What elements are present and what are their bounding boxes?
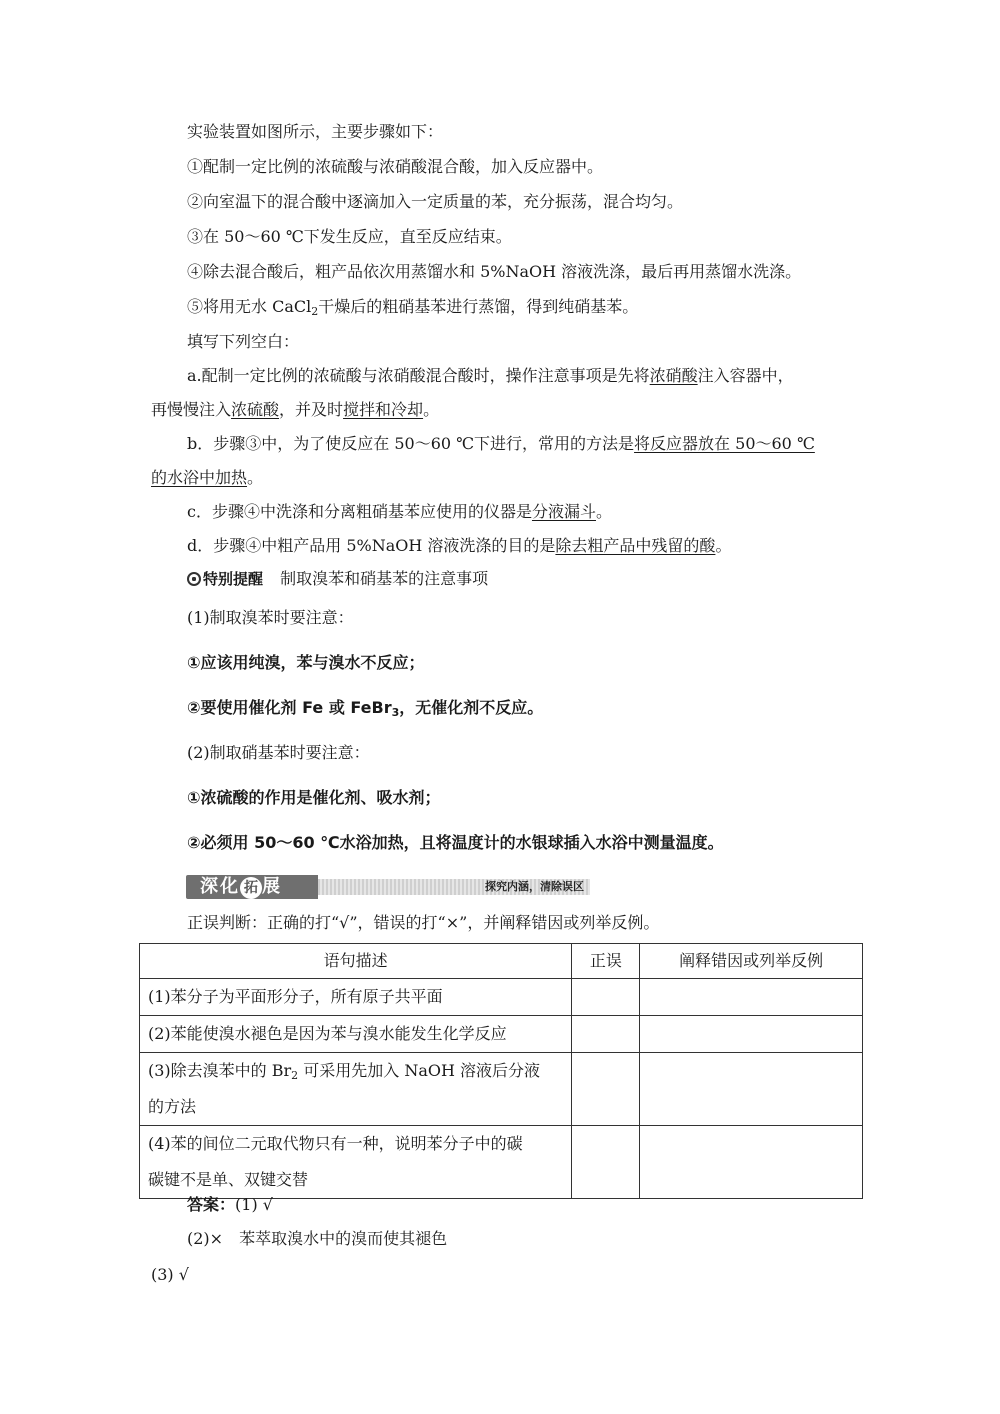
table-row <box>140 979 863 1016</box>
row2-statement: (2)苯能使溴水褪色是因为苯与溴水能发生化学反应 <box>140 1016 572 1053</box>
table-row <box>140 1126 863 1199</box>
answer-b2: 的水浴中加热 <box>151 468 248 487</box>
row3-explanation <box>640 1053 863 1126</box>
tip-p2: (2)制取硝基苯时要注意： <box>187 743 370 762</box>
header-explanation: 阐释错因或列举反例 <box>640 944 863 979</box>
answer-1: 答案：(1) √ <box>187 1195 273 1214</box>
judge-instruction: 正误判断：正确的打“√”，错误的打“×”，并阐释错因或列举反例。 <box>187 913 660 932</box>
answer-label: 答案： <box>187 1195 236 1214</box>
row4-explanation <box>640 1126 863 1199</box>
tip-p1a: ①应该用纯溴，苯与溴水不反应； <box>187 653 425 672</box>
row1-correctness <box>572 979 640 1016</box>
answer-3: (3) √ <box>151 1265 189 1284</box>
tip-p2b: ②必须用 50～60 ℃水浴加热，且将温度计的水银球插入水浴中测量温度。 <box>187 833 724 852</box>
answer-a2: 浓硫酸 <box>231 400 280 419</box>
tip-p1b: ②要使用催化剂 Fe 或 FeBr$_3$，无催化剂不反应。 <box>187 698 544 719</box>
answer-2: (2)× 苯萃取溴水中的溴而使其褪色 <box>187 1229 448 1248</box>
row3-statement: (3)除去溴苯中的 $Br_2$ 可采用先加入 NaOH 溶液后分液 的方法 <box>140 1053 572 1126</box>
row2-explanation <box>640 1016 863 1053</box>
row4-correctness <box>572 1126 640 1199</box>
question-a-line1: a.配制一定比例的浓硫酸与浓硝酸混合酸时，操作注意事项是先将浓硝酸注入容器中， <box>187 366 794 385</box>
table-header-row <box>140 944 863 979</box>
judge-table <box>139 943 863 1199</box>
answer-c: 分液漏斗 <box>531 502 596 521</box>
answer-a3: 搅拌和冷却 <box>343 400 424 419</box>
header-statement: 语句描述 <box>140 944 572 979</box>
row1-explanation <box>640 979 863 1016</box>
steps-intro: 实验装置如图所示，主要步骤如下： <box>187 122 444 141</box>
step-4: ④除去混合酸后，粗产品依次用蒸馏水和 5%NaOH 溶液洗涤，最后再用蒸馏水洗涤。 <box>187 262 802 281</box>
step-3: ③在 50～60 ℃下发生反应，直至反应结束。 <box>187 227 512 246</box>
tip-label: 特别提醒 <box>203 570 264 588</box>
tip-header <box>187 567 488 591</box>
banner-title: 深化 拓 展 <box>200 876 282 897</box>
tip-p1: (1)制取溴苯时要注意： <box>187 608 354 627</box>
header-correctness: 正误 <box>572 944 640 979</box>
answer-a1: 浓硝酸 <box>649 366 698 385</box>
tip-title: 制取溴苯和硝基苯的注意事项 <box>280 569 489 588</box>
question-d: d．步骤④中粗产品用 5%NaOH 溶液洗涤的目的是除去粗产品中残留的酸。 <box>187 536 732 555</box>
tip-p2a: ①浓硫酸的作用是催化剂、吸水剂； <box>187 788 441 807</box>
step-1: ①配制一定比例的浓硫酸与浓硝酸混合酸，加入反应器中。 <box>187 157 604 176</box>
answer-b1: 将反应器放在 50～60 ℃ <box>634 434 815 453</box>
table-row <box>140 1053 863 1126</box>
table-row <box>140 1016 863 1053</box>
section-banner <box>186 875 590 899</box>
step-5: ⑤将用无水 CaCl$_2$干燥后的粗硝基苯进行蒸馏，得到纯硝基苯。 <box>187 297 639 318</box>
row2-correctness <box>572 1016 640 1053</box>
gear-icon <box>187 572 201 586</box>
banner-subtitle: 探究内涵，清除误区 <box>485 880 584 893</box>
question-c: c．步骤④中洗涤和分离粗硝基苯应使用的仪器是分液漏斗。 <box>187 502 612 521</box>
row1-statement: (1)苯分子为平面形分子，所有原子共平面 <box>140 979 572 1016</box>
step-2: ②向室温下的混合酸中逐滴加入一定质量的苯，充分振荡，混合均匀。 <box>187 192 684 211</box>
row4-statement: (4)苯的间位二元取代物只有一种，说明苯分子中的碳 碳键不是单、双键交替 <box>140 1126 572 1199</box>
question-b-line1: b．步骤③中，为了使反应在 50～60 ℃下进行，常用的方法是将反应器放在 50～60 ℃ <box>187 434 815 453</box>
answer-d: 除去粗产品中残留的酸 <box>555 536 716 555</box>
question-a-line2: 再慢慢注入浓硫酸，并及时搅拌和冷却。 <box>151 400 440 419</box>
fill-heading: 填写下列空白： <box>187 332 300 351</box>
question-b-line2: 的水浴中加热。 <box>151 468 264 487</box>
row3-correctness <box>572 1053 640 1126</box>
